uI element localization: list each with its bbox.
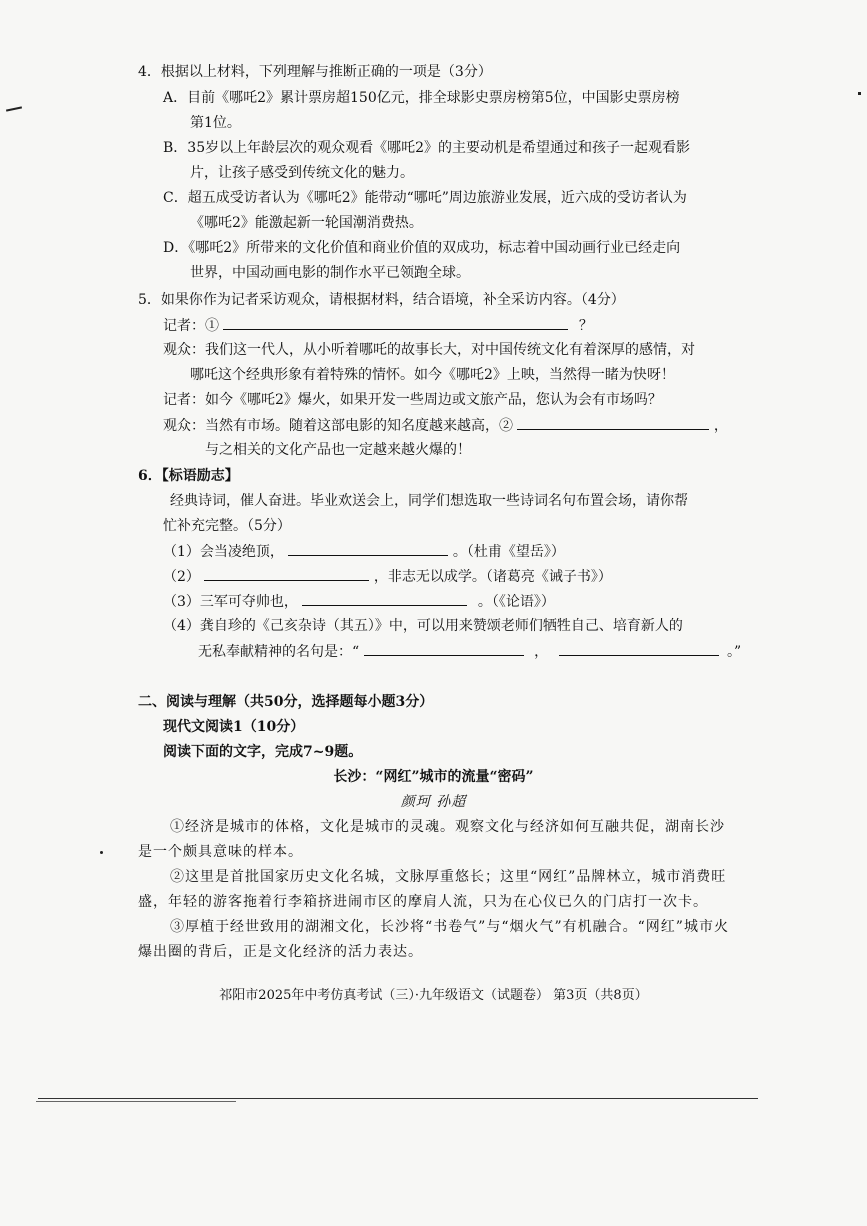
q6-intro-cont: 忙补充完整。（5分） (163, 518, 291, 534)
article-paragraph-1-cont: 是一个颇具意味的样本。 (138, 844, 303, 860)
q6-item-2-suffix: ，非志无以成学。（诸葛亮《诫子书》） (373, 569, 612, 585)
q4-option-a-cont: 第1位。 (190, 115, 241, 131)
q4-stem: 4．根据以上材料，下列理解与推断正确的一项是（3分） (138, 64, 492, 80)
scan-edge-line-2 (36, 1101, 236, 1102)
q5-answer-blank-1[interactable] (223, 315, 568, 330)
q4-option-b: B．35岁以上年龄层次的观众观看《哪吒2》的主要动机是希望通过和孩子一起观看影 (163, 140, 691, 156)
q6-answer-blank-2[interactable] (204, 566, 369, 581)
q5-viewer-line-2 (163, 415, 728, 436)
q6-item-4-mid: ， (534, 644, 549, 660)
q5-reporter-line-1 (163, 315, 593, 336)
q6-item-3 (163, 591, 555, 612)
q6-answer-blank-5[interactable] (559, 641, 719, 656)
q5-viewer-line-1-cont: 哪吒这个经典形象有着特殊的情怀。如今《哪吒2》上映，当然得一睹为快呀！ (190, 367, 675, 383)
q5-reporter-prefix: 记者：① (163, 318, 219, 334)
q6-item-3-suffix: 。（《论语》） (477, 594, 555, 610)
q6-item-4: （4）龚自珍的《己亥杂诗（其五）》中，可以用来赞颂老师们牺牲自己、培育新人的 (163, 618, 683, 634)
q5-stem: 5．如果你作为记者采访观众，请根据材料，结合语境，补全采访内容。（4分） (138, 292, 625, 308)
q5-viewer-line-2-cont: 与之相关的文化产品也一定越来越火爆的！ (205, 442, 471, 458)
q4-option-b-cont: 片，让孩子感受到传统文化的魅力。 (190, 165, 414, 181)
article-paragraph-1: ①经济是城市的体格，文化是城市的灵魂。观察文化与经济如何互融共促，湖南长沙 (170, 819, 725, 835)
q5-reporter-suffix: ？ (578, 318, 593, 334)
q6-stem: 6．【标语励志】 (138, 468, 239, 484)
scan-mark-right (858, 92, 861, 95)
q5-reporter-line-2: 记者：如今《哪吒2》爆火，如果开发一些周边或文旅产品，您认为会有市场吗？ (163, 392, 662, 408)
q6-item-1-prefix: （1）会当凌绝顶， (163, 544, 284, 560)
q6-item-1-suffix: 。（杜甫《望岳》） (452, 544, 565, 560)
q6-item-1 (163, 541, 565, 562)
scan-edge-line (38, 1098, 758, 1099)
q6-item-3-prefix: （3）三军可夺帅也， (163, 594, 298, 610)
q6-intro: 经典诗词，催人奋进。毕业欢送会上，同学们想选取一些诗词名句布置会场，请你帮 (170, 493, 688, 509)
article-paragraph-3-cont: 爆出圈的背后，正是文化经济的活力表达。 (138, 944, 423, 960)
article-authors: 颜珂 孙超 (400, 794, 467, 810)
q4-option-d: D．《哪吒2》所带来的文化价值和商业价值的双成功，标志着中国动画行业已经走向 (163, 240, 681, 256)
q4-option-a: A．目前《哪吒2》累计票房超150亿元，排全球影史票房榜第5位，中国影史票房榜 (163, 90, 680, 106)
article-title: 长沙：“网红”城市的流量“密码” (333, 769, 534, 785)
section2-subheading: 现代文阅读1（10分） (163, 719, 305, 735)
article-paragraph-2-cont: 盛，年轻的游客拖着行李箱挤进闹市区的摩肩人流，只为在心仪已久的门店打一次卡。 (138, 894, 708, 910)
q4-option-c: C．超五成受访者认为《哪吒2》能带动“哪吒”周边旅游业发展，近六成的受访者认为 (163, 190, 687, 206)
q6-item-2 (163, 566, 612, 587)
article-paragraph-2: ②这里是首批国家历史文化名城，文脉厚重悠长；这里“网红”品牌林立，城市消费旺 (170, 869, 727, 885)
q6-answer-blank-4[interactable] (364, 641, 524, 656)
q6-answer-blank-1[interactable] (288, 541, 448, 556)
article-paragraph-3: ③厚植于经世致用的湖湘文化，长沙将“书卷气”与“烟火气”有机融合。“网红”城市火 (170, 919, 729, 935)
q4-option-d-cont: 世界，中国动画电影的制作水平已领跑全球。 (190, 265, 470, 281)
page-footer: 祁阳市2025年中考仿真考试（三）·九年级语文（试题卷） 第3页（共8页） (219, 988, 648, 1003)
q5-viewer-line-1: 观众：我们这一代人，从小听着哪吒的故事长大，对中国传统文化有着深厚的感情，对 (163, 342, 695, 358)
q6-item-4-cont (198, 641, 741, 662)
q6-answer-blank-3[interactable] (302, 591, 467, 606)
scan-dot (100, 851, 103, 854)
section2-heading: 二、阅读与理解（共50分，选择题每小题3分） (138, 694, 434, 710)
q6-item-4-prefix: 无私奉献精神的名句是：“ (198, 644, 360, 660)
q5-viewer-suffix: ， (713, 418, 728, 434)
q5-viewer-prefix: 观众：当然有市场。随着这部电影的知名度越来越高，② (163, 418, 513, 434)
q6-item-4-suffix: 。” (726, 644, 742, 660)
q4-option-c-cont: 《哪吒2》能激起新一轮国潮消费热。 (190, 215, 423, 231)
q5-answer-blank-2[interactable] (517, 415, 709, 430)
q6-item-2-prefix: （2） (163, 569, 200, 585)
section2-instruction: 阅读下面的文字，完成7~9题。 (163, 744, 363, 760)
scan-mark-left (6, 106, 22, 111)
